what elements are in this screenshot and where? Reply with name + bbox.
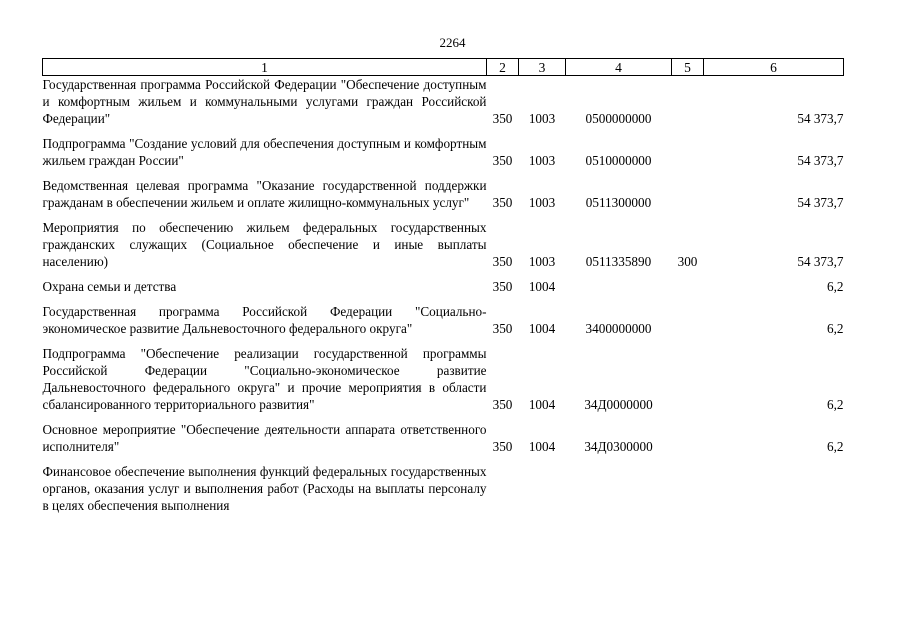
- row-col-3: 1003: [528, 254, 556, 269]
- row-col-3: 1004: [528, 397, 556, 412]
- row-col-4: 34Д0300000: [584, 439, 653, 454]
- row-col-4: 0500000000: [585, 111, 652, 126]
- row-col-4: 0510000000: [585, 153, 652, 168]
- row-name: Мероприятия по обеспечению жильем федеральных государственных гражданских служащих (Социальное обеспечение и иные выплаты населению): [42, 220, 487, 269]
- table-row: [43, 76, 844, 136]
- table-row: [43, 135, 844, 177]
- row-col-5: [672, 76, 704, 136]
- row-col-2: 350: [492, 254, 513, 269]
- row-amount: 6,2: [827, 397, 844, 412]
- table-row: [43, 463, 844, 514]
- row-col-4: [566, 278, 672, 303]
- row-col-2: 350: [492, 195, 513, 210]
- row-col-3: 1004: [528, 321, 556, 336]
- row-col-5: [672, 177, 704, 219]
- row-col-2: 350: [492, 279, 513, 294]
- row-col-3: 1003: [528, 111, 556, 126]
- row-col-2: [487, 463, 519, 514]
- row-col-4: 3400000000: [585, 321, 652, 336]
- row-col-5: 300: [677, 254, 698, 269]
- row-name: Финансовое обеспечение выполнения функций федеральных государственных органов, оказания услуг и выполнения работ (Расходы на выплаты персоналу в целях обеспечения выполнения: [42, 464, 487, 513]
- budget-table: [42, 58, 844, 514]
- header-col-6: 6: [704, 59, 844, 76]
- row-amount: 6,2: [827, 279, 844, 294]
- row-col-4: [566, 463, 672, 514]
- row-col-4: 0511335890: [585, 254, 652, 269]
- row-amount: 6,2: [827, 439, 844, 454]
- header-col-5: 5: [672, 59, 704, 76]
- row-col-4: 0511300000: [585, 195, 652, 210]
- row-col-5: [672, 463, 704, 514]
- row-col-2: 350: [492, 397, 513, 412]
- row-col-5: [672, 278, 704, 303]
- row-amount: 6,2: [827, 321, 844, 336]
- row-name: Государственная программа Российской Федерации "Социально-экономическое развитие Дальневосточного федерального округа": [42, 304, 487, 336]
- table-row: [43, 345, 844, 421]
- row-name: Охрана семьи и детства: [42, 279, 177, 294]
- row-amount: [704, 463, 844, 514]
- header-col-3: 3: [519, 59, 566, 76]
- row-name: Подпрограмма "Создание условий для обеспечения доступным и комфортным жильем граждан России": [42, 136, 487, 168]
- row-name: Подпрограмма "Обеспечение реализации государственной программы Российской Федерации "Социально-экономическое развитие Дальневосточного федерального округа" и прочие мероприятия в области сбалансированного территориального развития": [42, 346, 487, 412]
- row-col-2: 350: [492, 153, 513, 168]
- row-col-5: [672, 421, 704, 463]
- table-row: [43, 421, 844, 463]
- row-col-3: 1004: [528, 279, 556, 294]
- row-col-2: 350: [492, 321, 513, 336]
- table-row: [43, 177, 844, 219]
- row-name: Ведомственная целевая программа "Оказание государственной поддержки гражданам в обеспечении жильем и оплате жилищно-коммунальных услуг": [42, 178, 487, 210]
- header-col-1: 1: [43, 59, 487, 76]
- row-name: Основное мероприятие "Обеспечение деятельности аппарата ответственного исполнителя": [42, 422, 487, 454]
- header-col-4: 4: [566, 59, 672, 76]
- row-col-3: 1003: [528, 195, 556, 210]
- table-header-row: [43, 59, 844, 76]
- row-col-4: 34Д0000000: [584, 397, 653, 412]
- table-row: [43, 278, 844, 303]
- row-col-5: [672, 135, 704, 177]
- row-col-2: 350: [492, 111, 513, 126]
- row-col-5: [672, 303, 704, 345]
- row-amount: 54 373,7: [797, 153, 844, 168]
- row-amount: 54 373,7: [797, 111, 844, 126]
- row-name: Государственная программа Российской Федерации "Обеспечение доступным и комфортным жильем и коммунальными услугами граждан Российской Федерации": [42, 77, 487, 126]
- row-col-3: 1004: [528, 439, 556, 454]
- row-col-5: [672, 345, 704, 421]
- row-amount: 54 373,7: [797, 254, 844, 269]
- row-col-2: 350: [492, 439, 513, 454]
- header-col-2: 2: [487, 59, 519, 76]
- row-col-3: [519, 463, 566, 514]
- row-amount: 54 373,7: [797, 195, 844, 210]
- row-col-3: 1003: [528, 153, 556, 168]
- page-number: 2264: [439, 35, 466, 50]
- table-row: [43, 303, 844, 345]
- table-row: [43, 219, 844, 278]
